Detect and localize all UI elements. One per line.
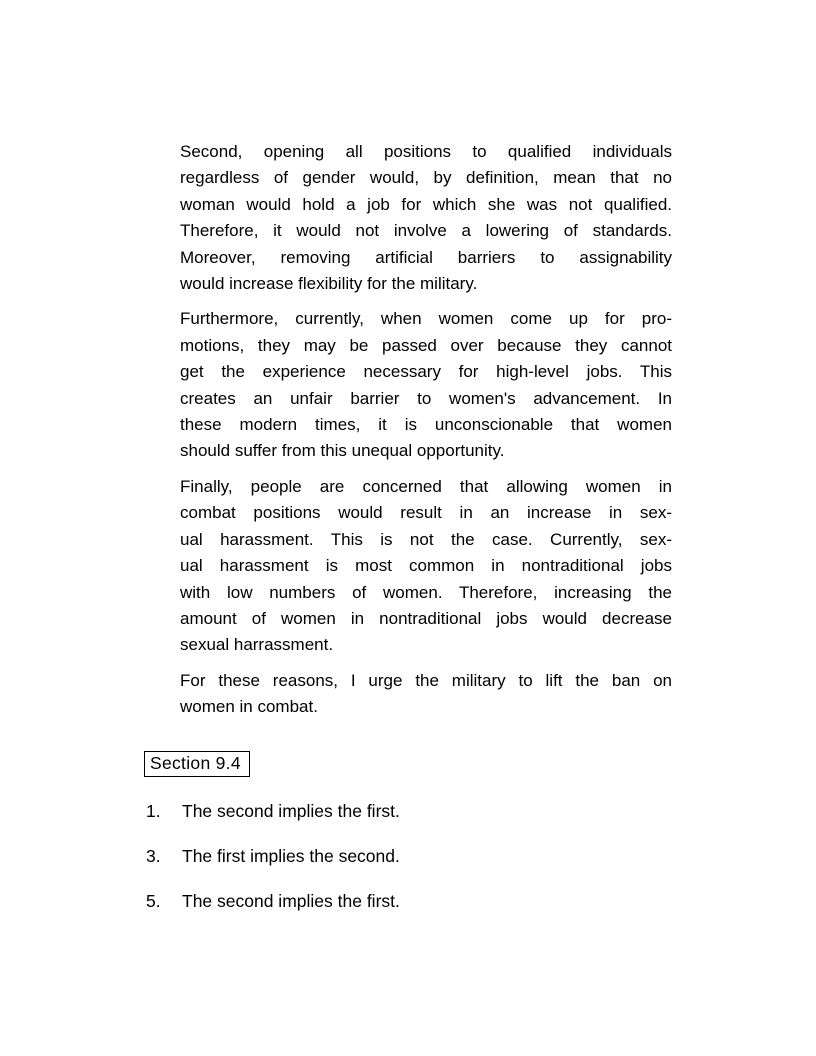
section-heading: [144, 751, 250, 777]
paragraph-line: Finally, people are concerned that allowing women in: [180, 476, 672, 496]
paragraph-finally: [180, 474, 672, 659]
paragraph-line: Therefore, it would not involve a lowering of standards.: [180, 221, 672, 241]
paragraph-line: these modern times, it is unconscionable that women: [180, 415, 672, 435]
exercise-number: 1.: [146, 801, 161, 821]
paragraph-line: motions, they may be passed over because they cannot: [180, 335, 672, 355]
paragraph-line: Moreover, removing artificial barriers to assignability: [180, 247, 672, 267]
exercise-number: 3.: [146, 846, 161, 866]
paragraph-line: combat positions would result in an increase in sex-: [180, 503, 672, 523]
paragraph-line: would increase flexibility for the military.: [180, 274, 478, 294]
paragraph-line: creates an unfair barrier to women's advancement. In: [180, 388, 672, 408]
exercise-answer-text: The second implies the first.: [182, 801, 400, 821]
paragraph-line: Second, opening all positions to qualified individuals: [180, 142, 672, 161]
paragraph-line: For these reasons, I urge the military to lift the ban on: [180, 670, 672, 690]
list-item: [146, 888, 676, 915]
paragraph-line: ual harassment. This is not the case. Currently, sex-: [180, 529, 672, 549]
paragraph-line: amount of women in nontraditional jobs would decrease: [180, 608, 672, 628]
paragraph-furthermore: [180, 306, 672, 464]
paragraph-line: ual harassment is most common in nontraditional jobs: [180, 556, 672, 576]
list-item: [146, 798, 676, 825]
exercise-number: 5.: [146, 891, 161, 911]
paragraph-line: should suffer from this unequal opportunity.: [180, 441, 505, 461]
exercise-answer-text: The first implies the second.: [182, 846, 400, 866]
paragraph-line: with low numbers of women. Therefore, increasing the: [180, 582, 672, 602]
paragraph-line: get the experience necessary for high-level jobs. This: [180, 362, 672, 382]
exercise-answer-list: [146, 798, 676, 933]
section-heading-box: Section 9.4: [144, 751, 250, 777]
paragraph-conclusion: [180, 668, 672, 721]
exercise-answer-text: The second implies the first.: [182, 891, 400, 911]
paragraph-line: Furthermore, currently, when women come up for pro-: [180, 309, 672, 329]
paragraph-line: sexual harrassment.: [180, 635, 334, 655]
paragraph-line: woman would hold a job for which she was not qualified.: [180, 194, 672, 214]
paragraph-line: regardless of gender would, by definition, mean that no: [180, 168, 672, 188]
paragraph-line: women in combat.: [180, 697, 318, 717]
answer-paragraphs: [180, 139, 672, 730]
list-item: [146, 843, 676, 870]
paragraph-second: [180, 139, 672, 297]
